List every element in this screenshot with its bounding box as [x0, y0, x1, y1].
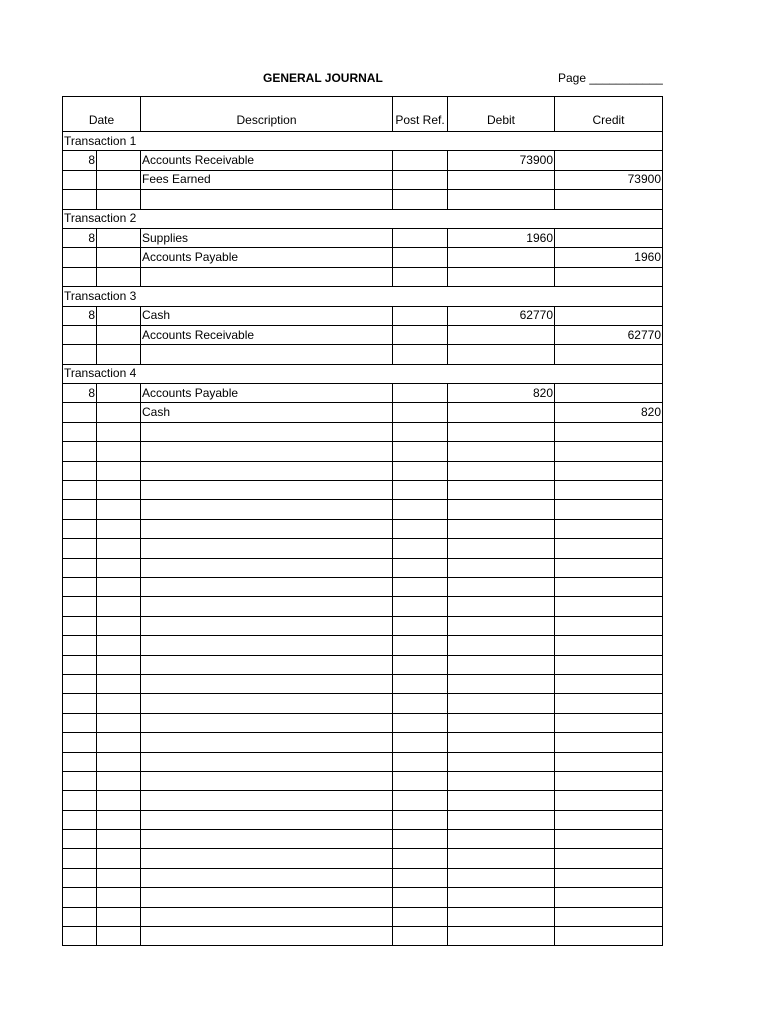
blank-cell[interactable]	[97, 422, 141, 441]
blank-cell[interactable]	[97, 345, 141, 364]
blank-cell[interactable]	[555, 442, 663, 461]
blank-cell[interactable]	[63, 888, 97, 907]
journal-row	[63, 306, 663, 325]
blank-cell[interactable]	[393, 655, 448, 674]
column-header-row	[63, 97, 663, 132]
blank-cell[interactable]	[448, 674, 555, 693]
blank-cell[interactable]	[448, 500, 555, 519]
blank-cell[interactable]	[393, 190, 448, 209]
post-ref-cell[interactable]	[393, 306, 448, 325]
blank-cell[interactable]	[555, 519, 663, 538]
blank-cell[interactable]	[141, 500, 393, 519]
blank-cell[interactable]	[555, 539, 663, 558]
blank-cell[interactable]	[141, 345, 393, 364]
blank-cell[interactable]	[555, 791, 663, 810]
blank-cell[interactable]	[97, 849, 141, 868]
blank-cell[interactable]	[141, 636, 393, 655]
blank-cell[interactable]	[555, 655, 663, 674]
journal-row	[63, 325, 663, 344]
journal-row	[63, 384, 663, 403]
blank-cell[interactable]	[63, 422, 97, 441]
transaction-label: Transaction 4	[63, 364, 663, 383]
blank-cell[interactable]	[141, 442, 393, 461]
blank-cell[interactable]	[555, 345, 663, 364]
blank-cell[interactable]	[141, 674, 393, 693]
blank-cell[interactable]	[63, 577, 97, 596]
journal-row	[63, 170, 663, 189]
blank-cell[interactable]	[448, 577, 555, 596]
blank-cell[interactable]	[63, 771, 97, 790]
debit-amount-cell[interactable]: 73900	[448, 151, 555, 170]
blank-cell[interactable]	[555, 500, 663, 519]
blank-cell[interactable]	[63, 636, 97, 655]
journal-row	[63, 403, 663, 422]
date-blank-cell[interactable]	[97, 151, 141, 170]
debit-account-cell[interactable]: Accounts Payable	[141, 384, 393, 403]
date-day-cell[interactable]: 8	[63, 151, 97, 170]
blank-cell[interactable]	[448, 733, 555, 752]
blank-cell[interactable]	[555, 907, 663, 926]
blank-cell[interactable]	[448, 190, 555, 209]
blank-cell[interactable]	[393, 597, 448, 616]
blank-cell[interactable]	[448, 461, 555, 480]
blank-cell[interactable]	[448, 927, 555, 946]
blank-cell[interactable]	[555, 694, 663, 713]
blank-cell[interactable]	[141, 577, 393, 596]
blank-cell[interactable]	[97, 674, 141, 693]
transaction-heading-row	[63, 132, 663, 151]
blank-cell[interactable]	[97, 539, 141, 558]
blank-cell[interactable]	[448, 830, 555, 849]
blank-cell[interactable]	[448, 481, 555, 500]
blank-cell[interactable]	[393, 733, 448, 752]
credit-amount-cell[interactable]: 73900	[555, 170, 663, 189]
blank-cell[interactable]	[97, 597, 141, 616]
blank-cell[interactable]	[141, 733, 393, 752]
blank-cell[interactable]	[555, 597, 663, 616]
blank-cell[interactable]	[393, 752, 448, 771]
blank-cell[interactable]	[63, 810, 97, 829]
blank-cell[interactable]	[448, 616, 555, 635]
blank-cell[interactable]	[97, 888, 141, 907]
journal-blank-row	[63, 190, 663, 209]
blank-cell[interactable]	[63, 733, 97, 752]
blank-cell[interactable]	[97, 694, 141, 713]
blank-cell[interactable]	[97, 481, 141, 500]
blank-cell[interactable]	[448, 422, 555, 441]
debit-account-cell[interactable]: Cash	[141, 306, 393, 325]
date-blank-cell[interactable]	[97, 325, 141, 344]
post-ref-column-header: Post Ref.	[393, 97, 448, 132]
date-blank-cell[interactable]	[97, 170, 141, 189]
blank-cell[interactable]	[555, 868, 663, 887]
blank-cell[interactable]	[393, 481, 448, 500]
journal-blank-row	[63, 694, 663, 713]
blank-cell[interactable]	[63, 190, 97, 209]
blank-cell[interactable]	[448, 810, 555, 829]
blank-cell[interactable]	[393, 771, 448, 790]
date-day-cell[interactable]	[63, 325, 97, 344]
blank-cell[interactable]	[97, 442, 141, 461]
blank-cell[interactable]	[141, 422, 393, 441]
blank-cell[interactable]	[448, 345, 555, 364]
blank-cell[interactable]	[555, 752, 663, 771]
blank-cell[interactable]	[555, 577, 663, 596]
debit-account-cell[interactable]: Accounts Receivable	[141, 151, 393, 170]
post-ref-cell[interactable]	[393, 151, 448, 170]
debit-account-cell[interactable]: Supplies	[141, 228, 393, 247]
date-blank-cell[interactable]	[97, 248, 141, 267]
blank-cell[interactable]	[141, 907, 393, 926]
blank-cell[interactable]	[555, 267, 663, 286]
credit-amount-cell[interactable]	[555, 306, 663, 325]
blank-cell[interactable]	[141, 519, 393, 538]
blank-cell[interactable]	[63, 267, 97, 286]
date-column-header: Date	[63, 97, 141, 132]
blank-cell[interactable]	[141, 190, 393, 209]
blank-cell[interactable]	[63, 655, 97, 674]
blank-cell[interactable]	[63, 694, 97, 713]
journal-blank-row	[63, 539, 663, 558]
blank-cell[interactable]	[555, 927, 663, 946]
blank-cell[interactable]	[448, 713, 555, 732]
journal-blank-row	[63, 771, 663, 790]
blank-cell[interactable]	[141, 558, 393, 577]
credit-account-cell[interactable]: Cash	[141, 403, 393, 422]
blank-cell[interactable]	[63, 519, 97, 538]
blank-cell[interactable]	[63, 442, 97, 461]
journal-blank-row	[63, 461, 663, 480]
debit-amount-cell[interactable]	[448, 325, 555, 344]
blank-cell[interactable]	[555, 616, 663, 635]
debit-amount-cell[interactable]	[448, 248, 555, 267]
credit-amount-cell[interactable]: 1960	[555, 248, 663, 267]
blank-cell[interactable]	[393, 616, 448, 635]
blank-cell[interactable]	[97, 267, 141, 286]
blank-cell[interactable]	[448, 694, 555, 713]
blank-cell[interactable]	[141, 868, 393, 887]
blank-cell[interactable]	[63, 674, 97, 693]
date-day-cell[interactable]: 8	[63, 384, 97, 403]
blank-cell[interactable]	[393, 849, 448, 868]
blank-cell[interactable]	[555, 830, 663, 849]
journal-blank-row	[63, 927, 663, 946]
blank-cell[interactable]	[393, 461, 448, 480]
blank-cell[interactable]	[555, 849, 663, 868]
journal-blank-row	[63, 481, 663, 500]
blank-cell[interactable]	[393, 888, 448, 907]
blank-cell[interactable]	[141, 810, 393, 829]
post-ref-cell[interactable]	[393, 403, 448, 422]
blank-cell[interactable]	[141, 694, 393, 713]
description-column-header: Description	[141, 97, 393, 132]
blank-cell[interactable]	[448, 539, 555, 558]
blank-cell[interactable]	[141, 771, 393, 790]
blank-cell[interactable]	[448, 558, 555, 577]
blank-cell[interactable]	[393, 907, 448, 926]
journal-blank-row	[63, 519, 663, 538]
transaction-label: Transaction 1	[63, 132, 663, 151]
journal-blank-row	[63, 888, 663, 907]
blank-cell[interactable]	[555, 888, 663, 907]
transaction-label: Transaction 3	[63, 287, 663, 306]
credit-account-cell[interactable]: Accounts Receivable	[141, 325, 393, 344]
blank-cell[interactable]	[97, 927, 141, 946]
journal-blank-row	[63, 500, 663, 519]
journal-blank-row	[63, 442, 663, 461]
blank-cell[interactable]	[393, 791, 448, 810]
journal-blank-row	[63, 422, 663, 441]
journal-blank-row	[63, 868, 663, 887]
journal-blank-row	[63, 733, 663, 752]
blank-cell[interactable]	[63, 500, 97, 519]
credit-amount-cell[interactable]	[555, 151, 663, 170]
blank-cell[interactable]	[97, 636, 141, 655]
blank-cell[interactable]	[555, 190, 663, 209]
blank-cell[interactable]	[555, 461, 663, 480]
journal-row	[63, 248, 663, 267]
blank-cell[interactable]	[141, 888, 393, 907]
journal-blank-row	[63, 345, 663, 364]
blank-cell[interactable]	[97, 771, 141, 790]
transaction-heading-row	[63, 364, 663, 383]
blank-cell[interactable]	[63, 345, 97, 364]
blank-cell[interactable]	[393, 422, 448, 441]
blank-cell[interactable]	[97, 190, 141, 209]
blank-cell[interactable]	[393, 694, 448, 713]
blank-cell[interactable]	[393, 442, 448, 461]
journal-blank-row	[63, 636, 663, 655]
blank-cell[interactable]	[63, 791, 97, 810]
journal-blank-row	[63, 752, 663, 771]
debit-amount-cell[interactable]	[448, 403, 555, 422]
date-day-cell[interactable]: 8	[63, 306, 97, 325]
blank-cell[interactable]	[393, 868, 448, 887]
blank-cell[interactable]	[141, 461, 393, 480]
general-journal-table	[62, 96, 663, 946]
blank-cell[interactable]	[393, 519, 448, 538]
blank-cell[interactable]	[448, 868, 555, 887]
blank-cell[interactable]	[555, 636, 663, 655]
blank-cell[interactable]	[63, 752, 97, 771]
transaction-label: Transaction 2	[63, 209, 663, 228]
blank-cell[interactable]	[97, 713, 141, 732]
blank-cell[interactable]	[63, 830, 97, 849]
blank-cell[interactable]	[141, 616, 393, 635]
blank-cell[interactable]	[555, 713, 663, 732]
blank-cell[interactable]	[448, 655, 555, 674]
date-blank-cell[interactable]	[97, 384, 141, 403]
blank-cell[interactable]	[63, 868, 97, 887]
blank-cell[interactable]	[63, 616, 97, 635]
blank-cell[interactable]	[448, 771, 555, 790]
blank-cell[interactable]	[141, 927, 393, 946]
blank-cell[interactable]	[141, 713, 393, 732]
blank-cell[interactable]	[393, 636, 448, 655]
journal-blank-row	[63, 810, 663, 829]
post-ref-cell[interactable]	[393, 228, 448, 247]
journal-blank-row	[63, 830, 663, 849]
blank-cell[interactable]	[97, 577, 141, 596]
journal-blank-row	[63, 267, 663, 286]
date-day-cell[interactable]	[63, 403, 97, 422]
debit-amount-cell[interactable]: 820	[448, 384, 555, 403]
empty-journal-rows	[63, 422, 663, 946]
blank-cell[interactable]	[141, 752, 393, 771]
credit-amount-cell[interactable]	[555, 384, 663, 403]
blank-cell[interactable]	[393, 810, 448, 829]
blank-cell[interactable]	[555, 674, 663, 693]
blank-cell[interactable]	[97, 868, 141, 887]
date-day-cell[interactable]	[63, 248, 97, 267]
credit-account-cell[interactable]: Fees Earned	[141, 170, 393, 189]
blank-cell[interactable]	[448, 888, 555, 907]
journal-blank-row	[63, 616, 663, 635]
blank-cell[interactable]	[141, 539, 393, 558]
blank-cell[interactable]	[63, 927, 97, 946]
blank-cell[interactable]	[555, 810, 663, 829]
journal-blank-row	[63, 674, 663, 693]
blank-cell[interactable]	[393, 500, 448, 519]
blank-cell[interactable]	[555, 733, 663, 752]
blank-cell[interactable]	[393, 927, 448, 946]
blank-cell[interactable]	[393, 267, 448, 286]
credit-amount-cell[interactable]: 62770	[555, 325, 663, 344]
journal-blank-row	[63, 597, 663, 616]
blank-cell[interactable]	[141, 655, 393, 674]
journal-blank-row	[63, 791, 663, 810]
debit-column-header: Debit	[448, 97, 555, 132]
credit-column-header: Credit	[555, 97, 663, 132]
debit-amount-cell[interactable]: 1960	[448, 228, 555, 247]
credit-amount-cell[interactable]	[555, 228, 663, 247]
blank-cell[interactable]	[448, 849, 555, 868]
blank-cell[interactable]	[555, 422, 663, 441]
post-ref-cell[interactable]	[393, 248, 448, 267]
date-day-cell[interactable]	[63, 170, 97, 189]
transaction-heading-row	[63, 287, 663, 306]
blank-cell[interactable]	[448, 907, 555, 926]
blank-cell[interactable]	[141, 597, 393, 616]
journal-title: GENERAL JOURNAL	[263, 71, 383, 85]
date-day-cell[interactable]: 8	[63, 228, 97, 247]
blank-cell[interactable]	[97, 655, 141, 674]
journal-blank-row	[63, 655, 663, 674]
blank-cell[interactable]	[448, 519, 555, 538]
blank-cell[interactable]	[141, 481, 393, 500]
post-ref-cell[interactable]	[393, 384, 448, 403]
journal-blank-row	[63, 713, 663, 732]
blank-cell[interactable]	[393, 674, 448, 693]
blank-cell[interactable]	[141, 267, 393, 286]
blank-cell[interactable]	[555, 481, 663, 500]
credit-amount-cell[interactable]: 820	[555, 403, 663, 422]
credit-account-cell[interactable]: Accounts Payable	[141, 248, 393, 267]
blank-cell[interactable]	[63, 597, 97, 616]
journal-row	[63, 151, 663, 170]
post-ref-cell[interactable]	[393, 170, 448, 189]
debit-amount-cell[interactable]	[448, 170, 555, 189]
blank-cell[interactable]	[448, 636, 555, 655]
blank-cell[interactable]	[141, 849, 393, 868]
blank-cell[interactable]	[97, 519, 141, 538]
blank-cell[interactable]	[141, 830, 393, 849]
blank-cell[interactable]	[97, 500, 141, 519]
blank-cell[interactable]	[555, 771, 663, 790]
blank-cell[interactable]	[97, 810, 141, 829]
blank-cell[interactable]	[63, 558, 97, 577]
blank-cell[interactable]	[63, 539, 97, 558]
blank-cell[interactable]	[63, 713, 97, 732]
journal-blank-row	[63, 577, 663, 596]
blank-cell[interactable]	[393, 577, 448, 596]
blank-cell[interactable]	[393, 713, 448, 732]
blank-cell[interactable]	[448, 442, 555, 461]
journal-row	[63, 228, 663, 247]
blank-cell[interactable]	[393, 830, 448, 849]
blank-cell[interactable]	[97, 733, 141, 752]
blank-cell[interactable]	[97, 791, 141, 810]
blank-cell[interactable]	[97, 558, 141, 577]
journal-blank-row	[63, 849, 663, 868]
blank-cell[interactable]	[393, 345, 448, 364]
blank-cell[interactable]	[63, 461, 97, 480]
blank-cell[interactable]	[448, 791, 555, 810]
debit-amount-cell[interactable]: 62770	[448, 306, 555, 325]
blank-cell[interactable]	[97, 907, 141, 926]
blank-cell[interactable]	[141, 791, 393, 810]
blank-cell[interactable]	[97, 752, 141, 771]
date-blank-cell[interactable]	[97, 306, 141, 325]
date-blank-cell[interactable]	[97, 228, 141, 247]
blank-cell[interactable]	[97, 461, 141, 480]
journal-blank-row	[63, 558, 663, 577]
date-blank-cell[interactable]	[97, 403, 141, 422]
blank-cell[interactable]	[63, 849, 97, 868]
blank-cell[interactable]	[97, 830, 141, 849]
blank-cell[interactable]	[448, 752, 555, 771]
blank-cell[interactable]	[393, 558, 448, 577]
page-number-field[interactable]: Page ___________	[558, 71, 663, 85]
post-ref-cell[interactable]	[393, 325, 448, 344]
blank-cell[interactable]	[97, 616, 141, 635]
transaction-heading-row	[63, 209, 663, 228]
journal-blank-row	[63, 907, 663, 926]
blank-cell[interactable]	[63, 481, 97, 500]
blank-cell[interactable]	[448, 267, 555, 286]
blank-cell[interactable]	[555, 558, 663, 577]
blank-cell[interactable]	[63, 907, 97, 926]
blank-cell[interactable]	[448, 597, 555, 616]
blank-cell[interactable]	[393, 539, 448, 558]
